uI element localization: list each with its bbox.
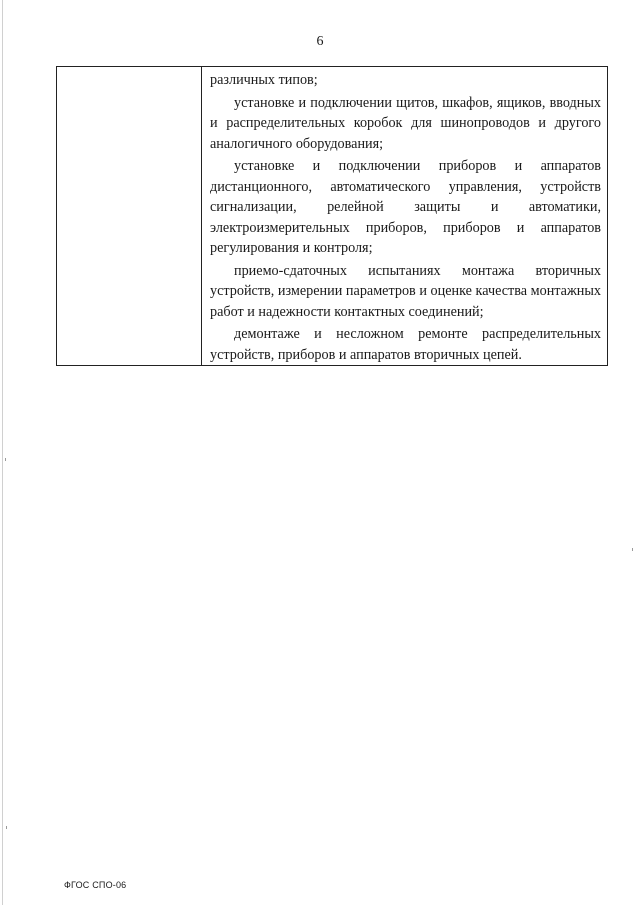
page-number: 6 xyxy=(316,34,324,49)
content-table xyxy=(56,66,608,366)
scan-speck xyxy=(6,826,7,829)
scan-speck xyxy=(632,548,633,551)
list-item-continuation: различных типов; xyxy=(210,72,318,88)
scan-speck xyxy=(5,458,6,461)
list-item: установке и подключении щитов, шкафов, ящиков, вводных и распределительных коробок для шинопроводов и другого аналогичного оборудования; xyxy=(210,94,601,152)
table-row xyxy=(57,67,608,366)
footer-document-code: ФГОС СПО-06 xyxy=(64,880,127,890)
table-cell-right xyxy=(202,67,608,366)
table-cell-left xyxy=(57,67,202,366)
list-item: установке и подключении приборов и аппаратов дистанционного, автоматического управления, устройств сигнализации, релейной защиты и автоматики, электроизмерительных приборов, приборов и аппаратов регулирования и контроля; xyxy=(210,158,601,256)
scan-edge xyxy=(2,0,3,905)
list-item: приемо-сдаточных испытаниях монтажа вторичных устройств, измерении параметров и оценке качества монтажных работ и надежности контактных соединений; xyxy=(210,262,601,320)
list-item: демонтаже и несложном ремонте распределительных устройств, приборов и аппаратов вторичных цепей. xyxy=(210,326,601,363)
